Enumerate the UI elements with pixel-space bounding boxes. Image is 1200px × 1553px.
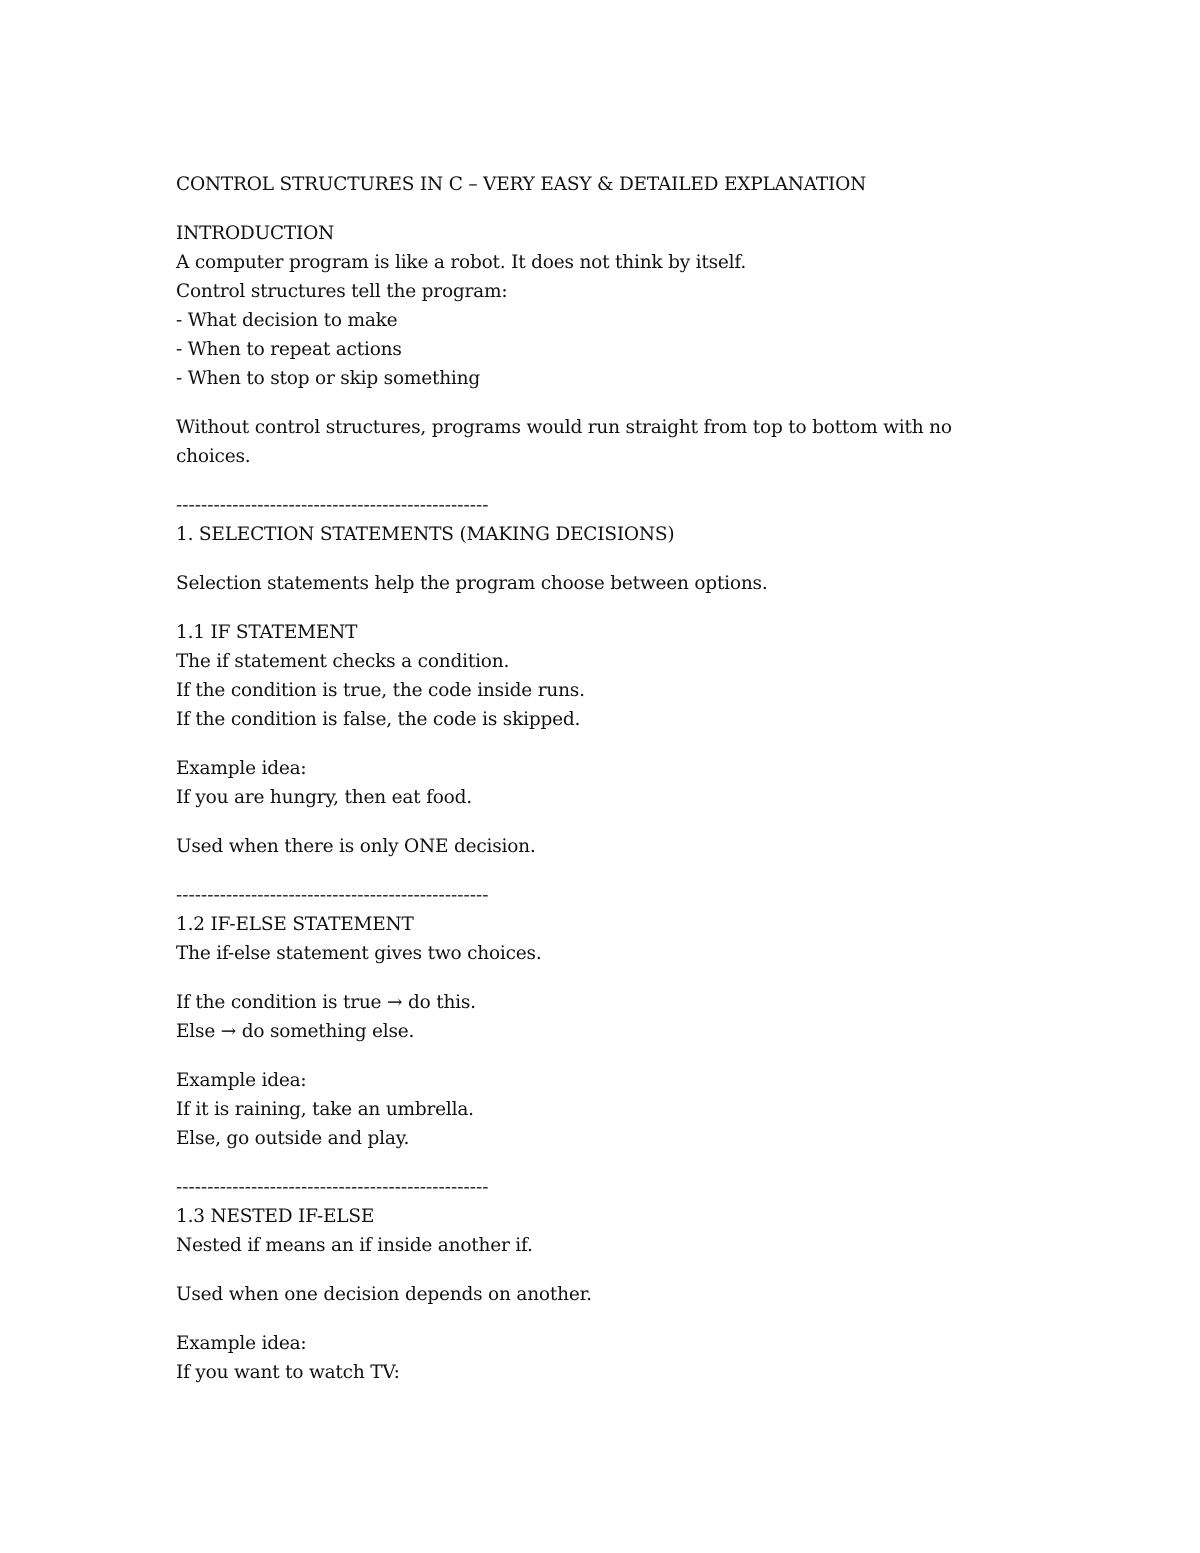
nested-example: If you want to watch TV: [176,1362,400,1383]
if-statement-heading: 1.1 IF STATEMENT [176,622,358,643]
if-usage: Used when there is only ONE decision. [176,836,536,857]
section-divider: -------------------------------------------------- [176,495,489,516]
if-else-example-line: If it is raining, take an umbrella. [176,1099,474,1120]
section-divider: -------------------------------------------------- [176,885,489,906]
intro-bullet: - What decision to make [176,310,398,331]
if-else-heading: 1.2 IF-ELSE STATEMENT [176,914,414,935]
document-page [176,170,996,1387]
if-statement-line: The if statement checks a condition. [176,651,510,672]
document-title: CONTROL STRUCTURES IN C – VERY EASY & DETAILED EXPLANATION [176,174,867,195]
intro-paragraph: Without control structures, programs would run straight from top to bottom with no choices. [176,417,958,467]
section-divider: -------------------------------------------------- [176,1177,489,1198]
intro-bullet: - When to repeat actions [176,339,402,360]
if-else-example-label: Example idea: [176,1070,307,1091]
intro-line-2: Control structures tell the program: [176,281,508,302]
section-1-heading: 1. SELECTION STATEMENTS (MAKING DECISIONS) [176,524,675,545]
if-else-line: If the condition is true → do this. [176,992,476,1013]
intro-bullet: - When to stop or skip something [176,368,480,389]
nested-example-label: Example idea: [176,1333,307,1354]
if-example-label: Example idea: [176,758,307,779]
if-else-example-line: Else, go outside and play. [176,1128,410,1149]
if-else-text: The if-else statement gives two choices. [176,943,542,964]
if-example: If you are hungry, then eat food. [176,787,472,808]
intro-heading: INTRODUCTION [176,223,335,244]
nested-if-else-text: Nested if means an if inside another if. [176,1235,533,1256]
nested-if-else-heading: 1.3 NESTED IF-ELSE [176,1206,375,1227]
section-1-text: Selection statements help the program choose between options. [176,573,768,594]
if-else-line: Else → do something else. [176,1021,415,1042]
if-statement-line: If the condition is true, the code inside runs. [176,680,585,701]
if-statement-line: If the condition is false, the code is skipped. [176,709,581,730]
nested-if-else-usage: Used when one decision depends on another. [176,1284,592,1305]
intro-line-1: A computer program is like a robot. It does not think by itself. [176,252,747,273]
